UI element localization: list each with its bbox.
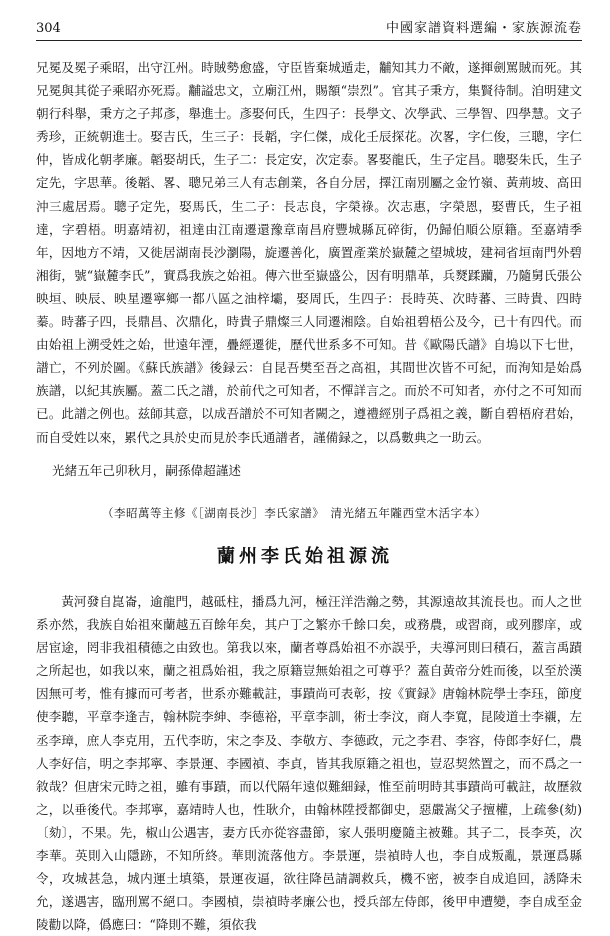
text-line: 惟至前明時其事蹟尚可載註，故歷敘之，以垂後代。李邦寧，嘉靖時人也，性耿介，由翰林陞 (36, 778, 583, 817)
article2-paragraph (36, 590, 582, 936)
source-citation: （李昭萬等主修《［湖南長沙］李氏家譜》 清光緒五年隴西堂木活字本） (102, 506, 487, 520)
text-line: 死。其兄冕與其從子乘昭亦死焉。黼謚忠文，立廟江州，賜額“崇烈”。官其子秉方，集賢待 (36, 60, 583, 99)
text-line: 字仁俊，三聰，字仁仲，皆成化朝孝廉。韜娶胡氏，生子二：長定安，次定泰。畧娶龍氏，生子 (36, 129, 583, 168)
text-line: 其意，以成吾譜於不可知者闕之，遵禮經別子爲祖之義，斷自碧梧府君始，而自受姓以來，累 (36, 406, 583, 445)
text-line: 唐翰林院學士李珏，節度使李聽，平章李逢吉，翰林院李紳、李德裕，平章李訓，術士李汶，商 (36, 686, 583, 725)
article1-body (36, 56, 582, 449)
text-line: 屬之金竹嶺、黃荊坡、高田沖三處居焉。聰子定先，娶馬氏，生二子：長志良，字榮祿。次志 (36, 175, 583, 214)
page-header (36, 18, 582, 41)
text-line: 往降邑請調救兵，機不密，被李自成追回，誘降未允，遂遇害，臨刑罵不絕口。李國楨，崇禎 (36, 871, 583, 910)
article2-body (36, 590, 582, 936)
page-number: 304 (36, 21, 61, 36)
text-line: 徙，歷代世系多不可知。昔《歐陽氏譜》自塢以下七世，譜亡，不列於圖。《蘇氏族譜》後録 (36, 337, 583, 376)
section-title: 蘭州李氏始祖源流 (217, 546, 393, 567)
text-line: 時孝廉公也，授兵部左侍郎，後甲申遭變，李自成至金陵勸以降，僞應曰：“降則不難，須依我 (36, 894, 583, 933)
text-line: 定昌。聰娶朱氏，生子定先，字思華。後韜、畧、聰兄弟三人有志創業，各自分居，擇江南別 (36, 152, 583, 191)
text-line: 惠，字榮恩，娶曹氏，生子祖達，字碧梧。明嘉靖初，祖達由江南遷還豫章南昌府豐城縣瓦碎 (36, 198, 583, 237)
text-line: 制。洎明建文朝行科舉，秉方之子邦彥，舉進士。彥娶何氏，生四子：長學文、次學武、三學 (36, 83, 583, 122)
text-line: 之世系亦然，我族自始祖來蘭越五百餘年矣，其户丁之繁亦千餘口矣，或務農，或習商，或列 (36, 594, 583, 633)
text-line: 同遷湘陰。自始祖碧梧公及今，已十有四代。而由始祖上溯受姓之始，世遠年湮，疊經遷 (36, 314, 583, 353)
text-line: 於嶽麓之望城坡，建祠省垣南門外碧湘街，號“嶽麓李氏”，實爲我族之始祖。傳六世至嶽盛 (36, 244, 583, 283)
text-line: 譜，於前代之可知者，不憚詳言之。而於不可知者，亦付之不可知而已。此譜之例也。兹師 (36, 383, 583, 422)
text-line: 授都御史，惡嚴嵩父子擅權，上疏參(劾)〔劾〕，不果。先，椒山公遇害，妻方氏亦從容盡節， (36, 801, 583, 840)
text-line: 氏，生四子：長時英、次時蕃、三時貴、四時蓁。時蕃子四，長鼎昌、次鼎化，時貴子鼎燦三人 (36, 290, 583, 330)
text-line: 代之具於史而見於李氏通譜者，謹備録之，以爲數典之一助云。 (136, 429, 490, 445)
text-line: 公，因有明鼎革，兵燹蹂躪，乃隨舅氏張公映垣、映辰、映星遷寧鄉一都八區之油梓壩，娶周 (36, 267, 582, 306)
text-line: 街，仍歸伯順公原籍。至嘉靖季年，因地方不靖，又徙居湖南長沙瀏陽，旋遷善化，廣置產業 (36, 221, 583, 260)
signature: 光緒五年己卯秋月，嗣孫偉超謹述 (52, 463, 241, 478)
text-line: 膠庠，或居宦途，罔非我祖積德之由致也。第我以來，蘭者尊爲始祖不亦誤乎，夫導河則曰 (36, 617, 583, 656)
text-line: 方。李景運，崇禎時人也，李自成叛亂，景運爲縣令，攻城甚急，城内運土填築，景運夜逼，欲 (36, 848, 583, 887)
text-line: 智、四學慧。文子秀珍，正統朝進士。娶吉氏，生三子：長韜，字仁傑，成化壬辰探花。次畧， (36, 106, 583, 145)
text-line: 兄冕及冕子乘昭，出守江州。時賊勢愈盛，守臣皆棄城遁走，黼知其力不敵，遂揮劍罵賊而 (36, 60, 545, 75)
text-line: 云：自昆吾樊至吾之高祖，其間世次皆不可紀，而洵知是始爲族譜，以紀其族屬。蓋二氏之 (36, 360, 583, 399)
text-line: 積石，蓋言禹蹟之所起也，如我以來，蘭之祖爲始祖，我之原籍豈無始祖之可尊乎？蓋自黃 (36, 640, 583, 679)
text-line: 帝分姓而後，以至於漢因無可考，惟有據而可考者，世系亦難載註，事蹟尚可表彰，按《實録》 (36, 663, 583, 702)
article1-paragraph (36, 56, 582, 449)
text-line: 也，豈忍契然置之，而不爲之一敘哉？但唐宋元時之祖，雖有事蹟，而以代隔年遠似難細録， (36, 755, 583, 794)
text-line: 家人張明慶隨主被難。其子二，長李英，次李華。英則入山隱跡，不知所終。華則流落他 (36, 824, 583, 864)
text-line: 李君、李容，侍郎李好仁，農人李好信，明之李邦寧、李景運、李國禎、李貞，皆其我原籍之祖 (36, 732, 583, 771)
text-line: 人李寬，昆陵道士李襯，左丞李璋，庶人李克用，五代李昉，宋之李及、李敬方、李德政，元之 (36, 709, 583, 748)
text-line: 黃河發自崑崙，逾龍門，越砥柱，播爲九河，極汪洋浩瀚之勢，其源遠故其流長也。而人 (61, 594, 557, 609)
book-title: 中國家譜資料選編・家族源流卷 (385, 21, 582, 36)
